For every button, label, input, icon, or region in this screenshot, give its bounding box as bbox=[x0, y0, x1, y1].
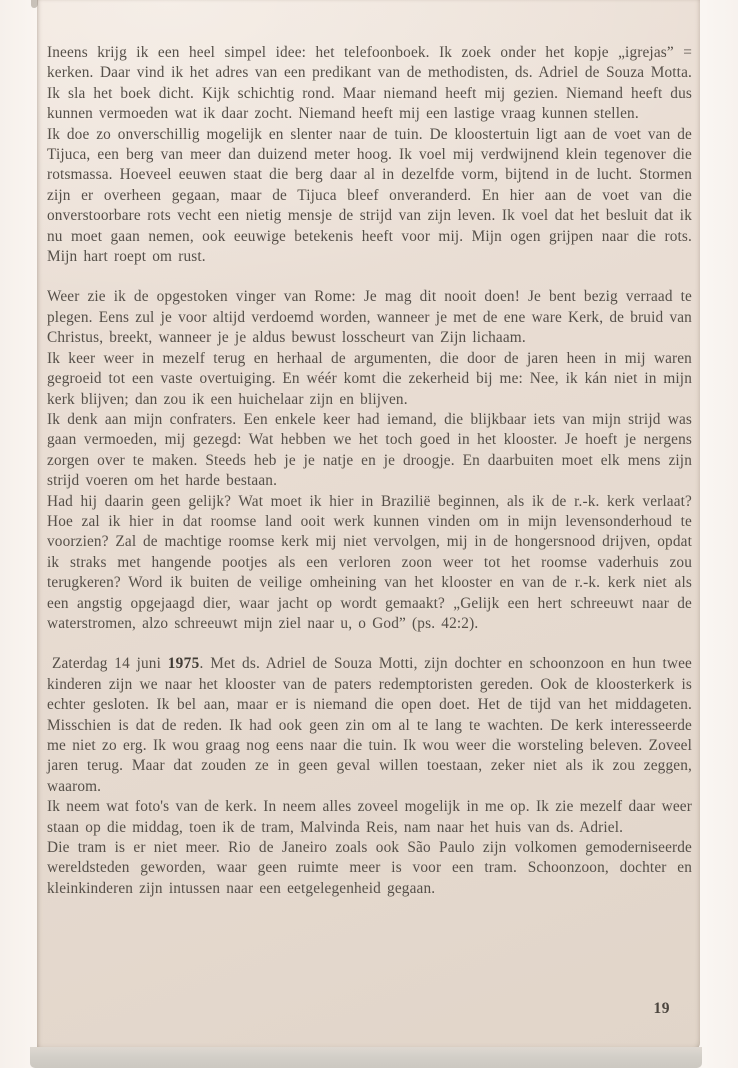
paragraph: Die tram is er niet meer. Rio de Janeiro zoals ook São Paulo zijn volkomen gemoderniseerde wereldsteden geworden, waar geen ruimte meer is voor een tram. Schoonzoon, dochter en kleinkinderen zijn intussen naar een eetgelegenheid gegaan. bbox=[47, 839, 692, 897]
paragraph-continuation: . Met ds. Adriel de Souza Motti, zijn dochter en schoonzoon en hun twee kinderen zijn we naar het klooster van de paters redemptoristen gereden. Ook de kloosterkerk is echter gesloten. Ik bel aan, maar er is niemand die open doet. Het de tijd van het middageten. Misschien is dat de reden. Ik had ook geen zin om al te lang te wachten. De kerk interesseerde me niet zo erg. Ik wou graag nog eens naar die tuin. Ik wou weer die worsteling beleven. Zoveel jaren terug. Maar dat zouden ze in geen geval willen toestaan, zeker niet als ik zou zeggen, waarom. bbox=[47, 655, 692, 795]
paragraph: Ik doe zo onverschillig mogelijk en slenter naar de tuin. De kloostertuin ligt aan de voet van de Tijuca, een berg van meer dan duizend meter hoog. Ik voel mij verdwijnend klein tegenover die rotsmassa. Hoeveel eeuwen staat die berg daar al in dezelfde vorm, bijtend in de lucht. Stormen zijn er overheen gegaan, maar de Tijuca bleef onveranderd. En hier aan de voet van die onverstoorbare rots vecht een nietig mensje de strijd van zijn leven. Ik voel dat het besluit dat ik nu moet gaan nemen, ook eeuwige betekenis heeft voor mij. Mijn ogen grijpen naar die rots. Mijn hart roept om rust. bbox=[47, 125, 692, 266]
text-block-1975 bbox=[47, 654, 692, 899]
page-bottom-edge bbox=[30, 1047, 702, 1068]
paragraph: Ik keer weer in mezelf terug en herhaal de argumenten, die door de jaren heen in mij waren gegroeid tot een vaste overtuiging. En wéér komt die zekerheid bij me: Nee, ik kán niet in mijn kerk blijven; dan zou ik een huichelaar zijn en blijven. bbox=[47, 349, 692, 408]
paragraph-dated bbox=[47, 654, 692, 797]
paragraph: Ik neem wat foto's van de kerk. In neem alles zoveel mogelijk in me op. Ik zie mezelf daar weer staan op die middag, toen ik de tram, Malvinda Reis, nam naar het huis van ds. Adriel. bbox=[47, 798, 692, 836]
paragraph: Ineens krijg ik een heel simpel idee: het telefoonboek. Ik zoek onder het kopje „igrejas” = kerken. Daar vind ik het adres van een predikant van de methodisten, ds. Adriel de Souza Motta. Ik sla het boek dicht. Kijk schichtig rond. Maar niemand heeft mij gezien. Niemand heeft dus kunnen vermoeden wat ik daar zocht. Niemand heeft mij een lastige vraag kunnen stellen. bbox=[47, 44, 692, 123]
year-bold: 1975 bbox=[167, 655, 200, 673]
page-text-column bbox=[47, 43, 692, 899]
date-text: Zaterdag 14 juni bbox=[52, 655, 168, 673]
paragraph: Ik denk aan mijn confraters. Een enkele keer had iemand, die blijkbaar iets van mijn strijd was gaan vermoeden, mij gezegd: Wat hebben we het toch goed in het klooster. Je hoeft je nergens zorgen over te maken. Steeds heb je je natje en je droogje. En daarbuiten moet elk mens zijn strijd voeren om het harde bestaan. bbox=[47, 410, 692, 490]
book-page bbox=[37, 0, 700, 1050]
paragraph: Weer zie ik de opgestoken vinger van Rome: Je mag dit nooit doen! Je bent bezig verraad te plegen. Eens zul je voor altijd verdoemd worden, wanneer je met de ene ware Kerk, de bruid van Christus, breekt, wanneer je je aldus bewust losscheurt van Zijn lichaam. bbox=[47, 288, 692, 347]
paragraph: Had hij daarin geen gelijk? Wat moet ik hier in Brazilië beginnen, als ik de r.-k. kerk verlaat? Hoe zal ik hier in dat roomse land ooit werk kunnen vinden om in mijn levensonderhoud te voorzien? Zal de machtige roomse kerk mij niet vervolgen, mij in de hongersnood drijven, opdat ik straks met hangende pootjes als een verloren zoon weer tot het roomse vaderhuis zou terugkeren? Word ik buiten de veilige omheining van het klooster en van de r.-k. kerk niet als een angstig opgejaagd dier, waar jacht op wordt gemaakt? „Gelijk een hert schreeuwt naar de waterstromen, alzo schreeuwt mijn ziel naar u, o God” (ps. 42:2). bbox=[47, 492, 692, 632]
text-block-telefoonboek bbox=[47, 43, 692, 267]
page-number: 19 bbox=[653, 1000, 670, 1017]
text-block-rome bbox=[47, 287, 692, 634]
